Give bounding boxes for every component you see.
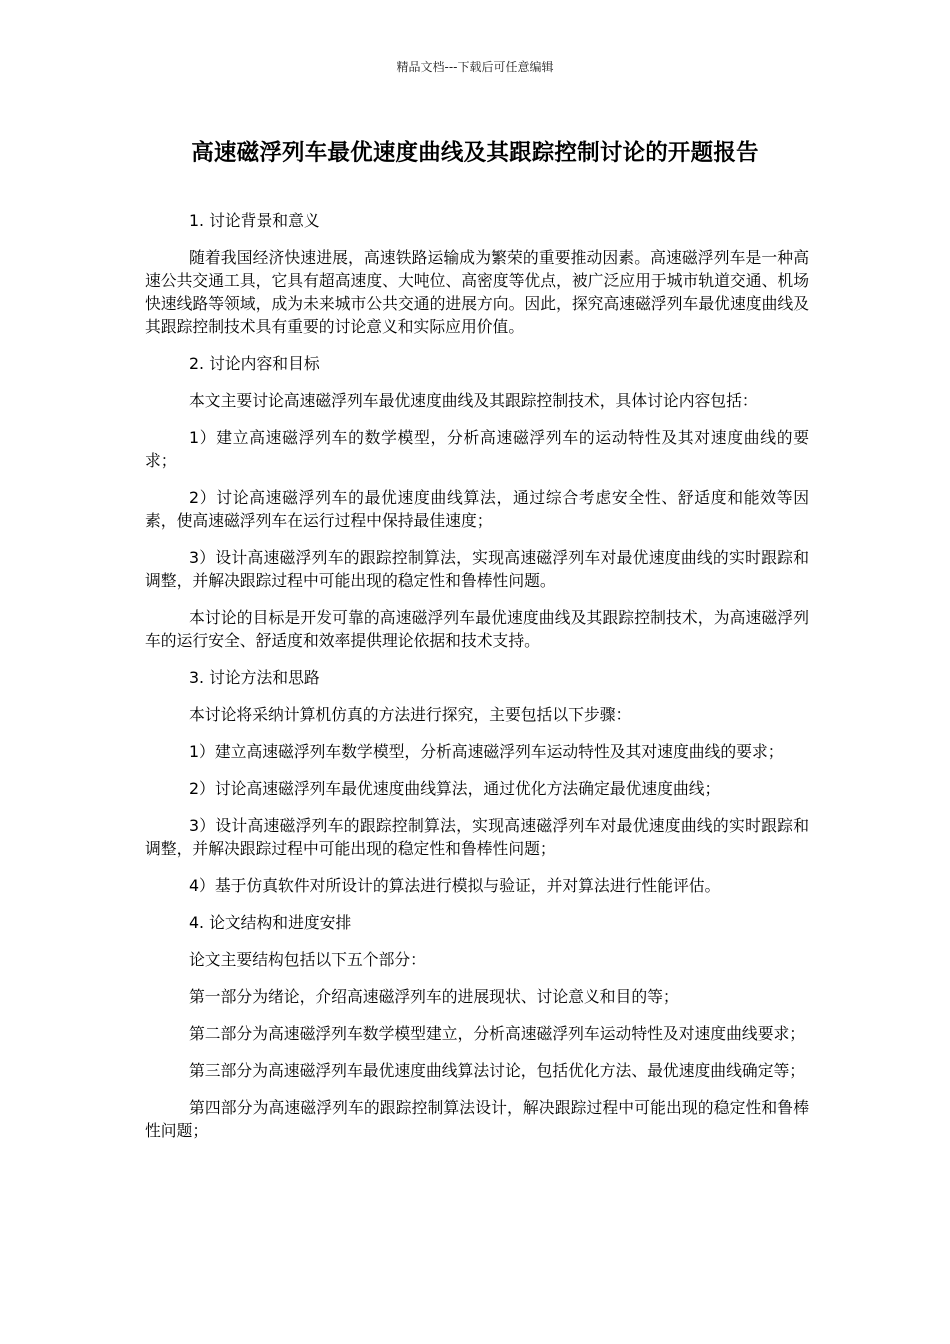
paragraph-content-intro: 本文主要讨论高速磁浮列车最优速度曲线及其跟踪控制技术，具体讨论内容包括： xyxy=(189,391,758,410)
method-step-2: 2）讨论高速磁浮列车最优速度曲线算法，通过优化方法确定最优速度曲线； xyxy=(189,779,721,798)
document-title: 高速磁浮列车最优速度曲线及其跟踪控制讨论的开题报告 xyxy=(191,140,759,166)
method-step-4: 4）基于仿真软件对所设计的算法进行模拟与验证，并对算法进行性能评估。 xyxy=(189,876,721,895)
paragraph-goal: 本讨论的目标是开发可靠的高速磁浮列车最优速度曲线及其跟踪控制技术，为高速磁浮列车的运行安全、舒适度和效率提供理论依据和技术支持。 xyxy=(145,608,809,650)
header-note: 精品文档---下载后可任意编辑 xyxy=(396,60,554,74)
content-item-1: 1）建立高速磁浮列车的数学模型，分析高速磁浮列车的运动特性及其对速度曲线的要求； xyxy=(145,428,809,470)
document-body xyxy=(145,209,809,1156)
section-heading-background: 1. 讨论背景和意义 xyxy=(189,211,320,230)
structure-part-3: 第三部分为高速磁浮列车最优速度曲线算法讨论，包括优化方法、最优速度曲线确定等； xyxy=(189,1061,806,1080)
content-item-2: 2）讨论高速磁浮列车的最优速度曲线算法，通过综合考虑安全性、舒适度和能效等因素，使高速磁浮列车在运行过程中保持最佳速度； xyxy=(145,488,809,530)
method-step-3: 3）设计高速磁浮列车的跟踪控制算法，实现高速磁浮列车对最优速度曲线的实时跟踪和调整，并解决跟踪过程中可能出现的稳定性和鲁棒性问题； xyxy=(145,816,809,858)
content-item-3: 3）设计高速磁浮列车的跟踪控制算法，实现高速磁浮列车对最优速度曲线的实时跟踪和调整，并解决跟踪过程中可能出现的稳定性和鲁棒性问题。 xyxy=(145,548,809,590)
paragraph-method-intro: 本讨论将采纳计算机仿真的方法进行探究，主要包括以下步骤： xyxy=(189,705,632,724)
structure-part-1: 第一部分为绪论，介绍高速磁浮列车的进展现状、讨论意义和目的等； xyxy=(189,987,679,1006)
method-step-1: 1）建立高速磁浮列车数学模型，分析高速磁浮列车运动特性及其对速度曲线的要求； xyxy=(189,742,784,761)
paragraph-background: 随着我国经济快速进展，高速铁路运输成为繁荣的重要推动因素。高速磁浮列车是一种高速公共交通工具，它具有超高速度、大吨位、高密度等优点，被广泛应用于城市轨道交通、机场快速线路等领域，成为未来城市公共交通的进展方向。因此，探究高速磁浮列车最优速度曲线及其跟踪控制技术具有重要的讨论意义和实际应用价值。 xyxy=(145,248,809,336)
structure-part-2: 第二部分为高速磁浮列车数学模型建立，分析高速磁浮列车运动特性及对速度曲线要求； xyxy=(189,1024,806,1043)
section-heading-structure: 4. 论文结构和进度安排 xyxy=(189,913,352,932)
structure-part-4: 第四部分为高速磁浮列车的跟踪控制算法设计，解决跟踪过程中可能出现的稳定性和鲁棒性问题； xyxy=(145,1098,809,1140)
section-heading-method: 3. 讨论方法和思路 xyxy=(189,668,320,687)
section-heading-content: 2. 讨论内容和目标 xyxy=(189,354,320,373)
paragraph-structure-intro: 论文主要结构包括以下五个部分： xyxy=(189,950,426,969)
